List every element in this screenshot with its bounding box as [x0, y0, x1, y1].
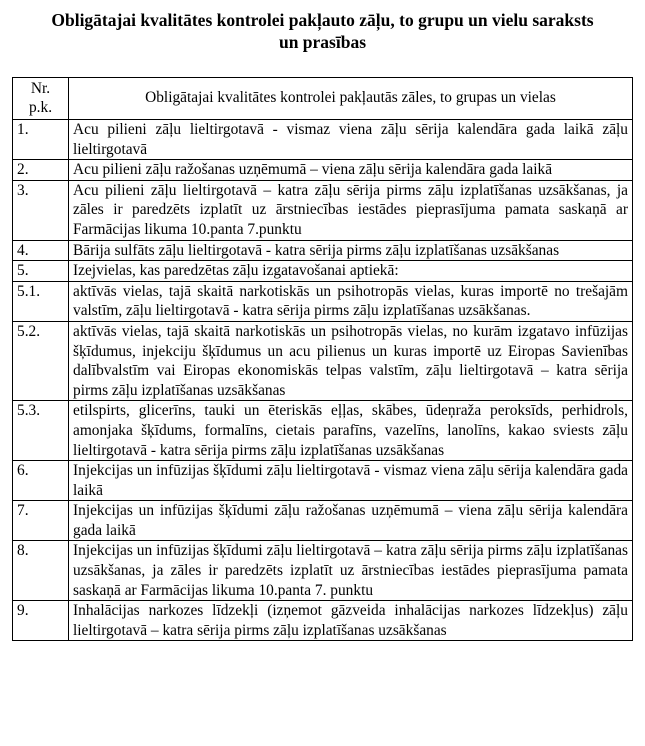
- table-row: [13, 240, 633, 261]
- row-number: 5.3.: [13, 401, 69, 461]
- row-number: 8.: [13, 541, 69, 601]
- requirements-table: [12, 77, 633, 641]
- row-number: 4.: [13, 240, 69, 261]
- table-row: [13, 261, 633, 282]
- row-description: Injekcijas un infūzijas šķīdumi zāļu ražošanas uzņēmumā – viena zāļu sērija kalendāra gada laikā: [69, 501, 633, 541]
- column-header-number: [13, 78, 69, 120]
- column-header-number-line-2: p.k.: [28, 99, 53, 116]
- row-number: 6.: [13, 461, 69, 501]
- row-description: etilspirts, glicerīns, tauki un ēteriskās eļļas, skābes, ūdeņraža peroksīds, perhidrols, amonjaka šķīdums, formalīns, cietais parafīns, vazelīns, lanolīns, kakao sviests zāļu lieltirgotavā - katra sērija pirms zāļu izplatīšanas uzsākšanas: [69, 401, 633, 461]
- row-description: aktīvās vielas, tajā skaitā narkotiskās un psihotropās vielas, no kurām izgatavo infūzijas šķīdumus, injekciju šķīdumus un acu pilienus un kuras importē uz Eiropas Savienības dalībvalstīm vai Eiropas ekonomiskās telpas valstīm, zāļu lieltirgotavā – katra sērija pirms zāļu izplatīšanas uzsākšanas: [69, 321, 633, 400]
- table-row: [13, 321, 633, 400]
- row-description: Acu pilieni zāļu lieltirgotavā - vismaz viena zāļu sērija kalendāra gada laikā zāļu lieltirgotavā: [69, 120, 633, 160]
- row-number: 9.: [13, 601, 69, 641]
- row-description: Bārija sulfāts zāļu lieltirgotavā - katra sērija pirms zāļu izplatīšanas uzsākšanas: [69, 240, 633, 261]
- row-number: 1.: [13, 120, 69, 160]
- document-title-line-1: Obligātajai kvalitātes kontrolei pakļauto zāļu, to grupu un vielu saraksts: [51, 10, 594, 30]
- table-row: [13, 401, 633, 461]
- row-description: Izejvielas, kas paredzētas zāļu izgatavošanai aptiekā:: [69, 261, 633, 282]
- document-title-line-2: un prasības: [278, 32, 367, 52]
- row-description: Acu pilieni zāļu ražošanas uzņēmumā – viena zāļu sērija kalendāra gada laikā: [69, 160, 633, 181]
- document-title: [0, 9, 645, 53]
- row-description: Inhalācijas narkozes līdzekļi (izņemot gāzveida inhalācijas narkozes līdzekļus) zāļu lieltirgotavā – katra sērija pirms zāļu izplatīšanas uzsākšanas: [69, 601, 633, 641]
- row-number: 5.1.: [13, 281, 69, 321]
- row-description: Acu pilieni zāļu lieltirgotavā – katra zāļu sērija pirms zāļu izplatīšanas uzsākšanas, ja zāles ir paredzēts izplatīt uz ārstniecības iestādes pieprasījuma pamata saskaņā ar Farmācijas likuma 10.panta 7.punktu: [69, 180, 633, 240]
- table-header-row: [13, 78, 633, 120]
- row-number: 5.2.: [13, 321, 69, 400]
- row-number: 3.: [13, 180, 69, 240]
- column-header-description: Obligātajai kvalitātes kontrolei pakļautās zāles, to grupas un vielas: [69, 78, 633, 120]
- row-number: 5.: [13, 261, 69, 282]
- table-row: [13, 501, 633, 541]
- table-row: [13, 461, 633, 501]
- column-header-number-line-1: Nr.: [30, 80, 51, 97]
- table-row: [13, 120, 633, 160]
- table-row: [13, 180, 633, 240]
- table-row: [13, 281, 633, 321]
- table-row: [13, 541, 633, 601]
- row-number: 7.: [13, 501, 69, 541]
- row-number: 2.: [13, 160, 69, 181]
- row-description: Injekcijas un infūzijas šķīdumi zāļu lieltirgotavā – katra zāļu sērija pirms zāļu izplatīšanas uzsākšanas, ja zāles ir paredzēts izplatīt uz ārstniecības iestādes pieprasījuma pamata saskaņā ar Farmācijas likuma 10.panta 7. punktu: [69, 541, 633, 601]
- table-row: [13, 601, 633, 641]
- table-row: [13, 160, 633, 181]
- row-description: Injekcijas un infūzijas šķīdumi zāļu lieltirgotavā - vismaz viena zāļu sērija kalendāra gada laikā: [69, 461, 633, 501]
- row-description: aktīvās vielas, tajā skaitā narkotiskās un psihotropās vielas, kuras importē no trešajām valstīm, zāļu lieltirgotavā - katra sērija pirms zāļu izplatīšanas uzsākšanas.: [69, 281, 633, 321]
